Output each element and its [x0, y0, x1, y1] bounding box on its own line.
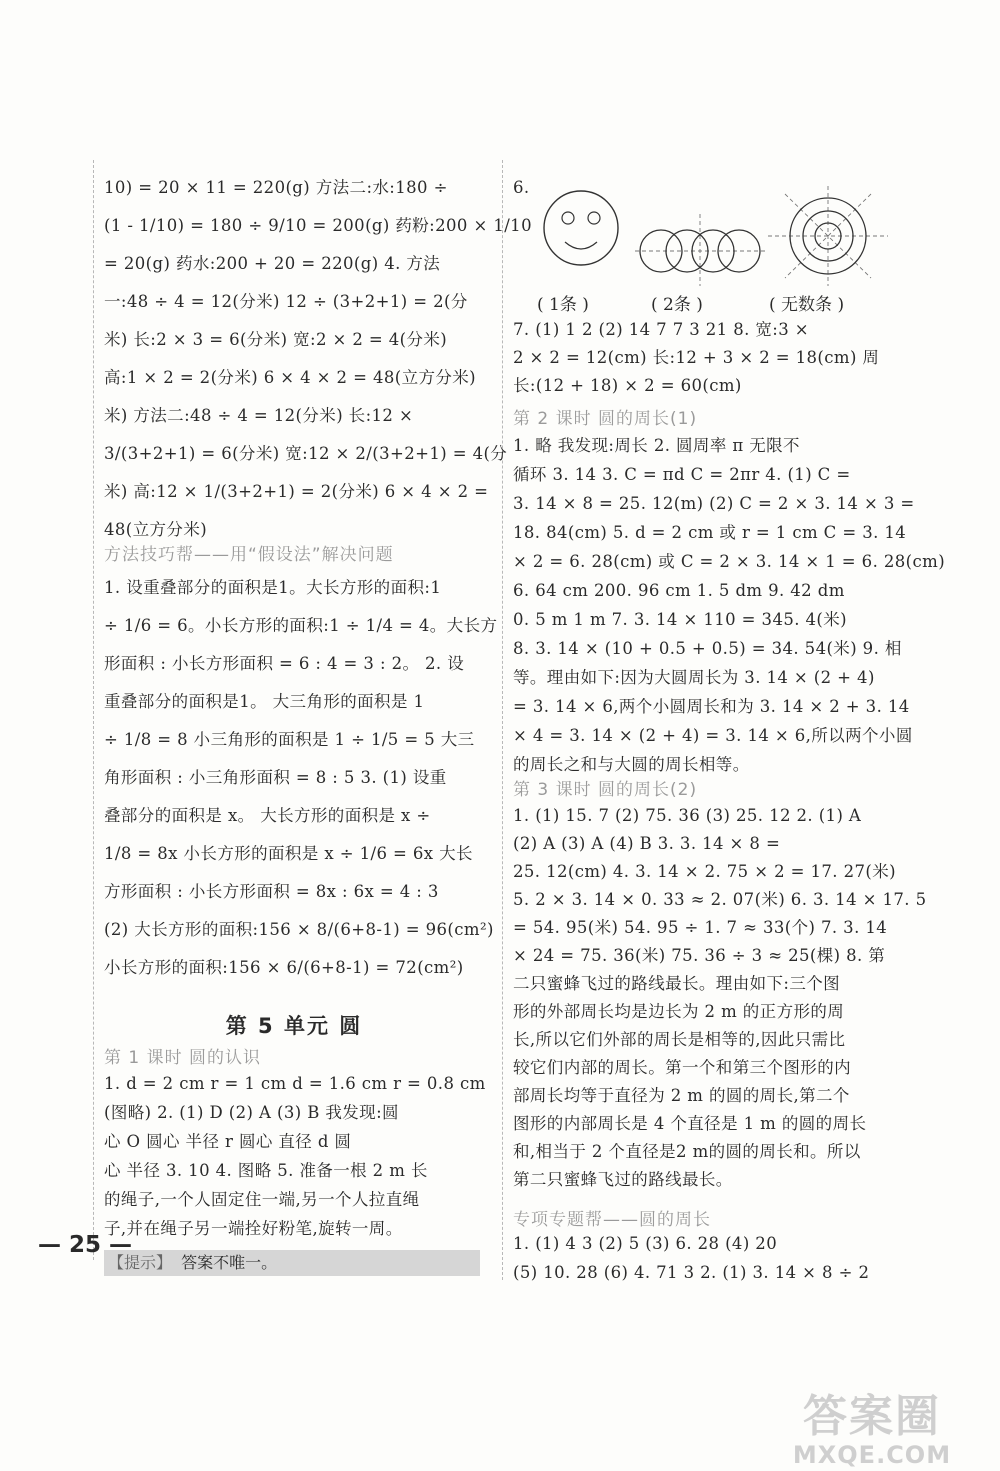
watermark-site: MXQE.COM: [792, 1441, 952, 1469]
lesson3-line: 长,所以它们外部的周长是相等的,因此只需比: [513, 1030, 846, 1049]
circle-figures: [513, 186, 893, 286]
special-line: (5) 10. 28 (6) 4. 71 3 2. (1) 3. 14 × 8 ÷ 2: [513, 1263, 870, 1282]
lesson3-line: 部周长均等于直径为 2 m 的圆的周长,第二个: [513, 1086, 850, 1105]
text-line: 米) 长:2 × 3 = 6(分米) 宽:2 × 2 = 4(分米): [104, 330, 448, 349]
text-line: 长:(12 + 18) × 2 = 60(cm): [513, 376, 742, 395]
caption-infinite-lines: ( 无数条 ): [769, 295, 845, 315]
watermark-text: 答案圈: [803, 1391, 941, 1442]
method-line: ÷ 1/6 = 6。小长方形的面积:1 ÷ 1/4 = 4。大长方: [104, 616, 498, 635]
lesson3-line: = 54. 95(米) 54. 95 ÷ 1. 7 ≈ 33(个) 7. 3. 14: [513, 918, 888, 937]
lesson3-line: 第二只蜜蜂飞过的路线最长。: [513, 1170, 733, 1189]
page-number: — 25 —: [38, 1232, 133, 1258]
text-line: 2 × 2 = 12(cm) 长:12 + 3 × 2 = 18(cm) 周: [513, 348, 880, 367]
lesson2-line: × 4 = 3. 14 × (2 + 4) = 3. 14 × 6,所以两个小圆: [513, 726, 913, 745]
lesson3-line: 较它们内部的周长。第一个和第三个图形的内: [513, 1058, 851, 1077]
method-line: 小长方形的面积:156 × 6/(6+8-1) = 72(cm²): [104, 958, 464, 977]
text-line: 48(立方分米): [104, 520, 208, 539]
method-section-title: 方法技巧帮——用“假设法”解决问题: [104, 545, 394, 565]
smiley-face-figure: [544, 191, 618, 265]
text-line: 米) 方法二:48 ÷ 4 = 12(分米) 长:12 ×: [104, 406, 414, 425]
method-line: 角形面积 : 小三角形面积 = 8 : 5 3. (1) 设重: [104, 768, 447, 787]
lesson2-line: 0. 5 m 1 m 7. 3. 14 × 110 = 345. 4(米): [513, 610, 848, 629]
lesson3-line: 二只蜜蜂飞过的路线最长。理由如下:三个图: [513, 974, 841, 993]
lesson2-line: = 3. 14 × 6,两个小圆周长和为 3. 14 × 2 + 3. 14: [513, 697, 910, 716]
text-line: = 20(g) 药水:200 + 20 = 220(g) 4. 方法: [104, 254, 441, 273]
lesson3-line: 5. 2 × 3. 14 × 0. 33 ≈ 2. 07(米) 6. 3. 14 × 17. 5: [513, 890, 927, 909]
lesson2-line: 1. 略 我发现:周长 2. 圆周率 π 无限不: [513, 436, 800, 455]
lesson3-line: 图形的内部周长是 4 个直径是 1 m 的圆的周长: [513, 1114, 867, 1133]
method-line: 重叠部分的面积是1。 大三角形的面积是 1: [104, 692, 425, 711]
lesson2-line: 18. 84(cm) 5. d = 2 cm 或 r = 1 cm C = 3. 14: [513, 523, 907, 542]
lesson1-title: 第 1 课时 圆的认识: [104, 1048, 262, 1068]
unit-title: 第 5 单元 圆: [225, 1014, 363, 1038]
method-line: ÷ 1/8 = 8 小三角形的面积是 1 ÷ 1/5 = 5 大三: [104, 730, 475, 749]
lesson3-line: 形的外部周长均是边长为 2 m 的正方形的周: [513, 1002, 845, 1021]
lesson1-line: 心 O 圆心 半径 r 圆心 直径 d 圆: [104, 1132, 352, 1151]
method-line: 方形面积 : 小长方形面积 = 8x : 6x = 4 : 3: [104, 882, 439, 901]
text-line: 10) = 20 × 11 = 220(g) 方法二:水:180 ÷: [104, 178, 448, 197]
four-rings-figure: [635, 214, 765, 286]
lesson3-line: (2) A (3) A (4) B 3. 3. 14 × 8 =: [513, 834, 781, 853]
lesson3-line: × 24 = 75. 36(米) 75. 36 ÷ 3 ≈ 25(棵) 8. 第: [513, 946, 886, 965]
text-line: 高:1 × 2 = 2(分米) 6 × 4 × 2 = 48(立方分米): [104, 368, 477, 387]
lesson3-line: 和,相当于 2 个直径是2 m的圆的周长和。所以: [513, 1142, 861, 1161]
caption-two-lines: ( 2条 ): [651, 295, 703, 315]
hint-label: 【提示】: [108, 1253, 173, 1272]
concentric-circles-figure: [768, 186, 888, 286]
text-line: 7. (1) 1 2 (2) 14 7 7 3 21 8. 宽:3 ×: [513, 320, 810, 339]
lesson2-line: 的周长之和与大圆的周长相等。: [513, 755, 750, 774]
method-line: 1. 设重叠部分的面积是1。大长方形的面积:1: [104, 578, 442, 597]
column-divider-right: [502, 160, 503, 1280]
special-section-title: 专项专题帮——圆的周长: [513, 1210, 711, 1230]
lesson2-line: 8. 3. 14 × (10 + 0.5 + 0.5) = 34. 54(米) 9. 相: [513, 639, 902, 658]
lesson3-title: 第 3 课时 圆的周长(2): [513, 780, 698, 800]
text-line: 3/(3+2+1) = 6(分米) 宽:12 × 2/(3+2+1) = 4(分: [104, 444, 508, 463]
lesson3-line: 25. 12(cm) 4. 3. 14 × 2. 75 × 2 = 17. 27(米): [513, 862, 896, 881]
lesson2-line: 6. 64 cm 200. 96 cm 1. 5 dm 9. 42 dm: [513, 581, 845, 600]
lesson2-line: 等。理由如下:因为大圆周长为 3. 14 × (2 + 4): [513, 668, 875, 687]
lesson2-title: 第 2 课时 圆的周长(1): [513, 409, 698, 429]
text-line: 米) 高:12 × 1/(3+2+1) = 2(分米) 6 × 4 × 2 =: [104, 482, 489, 501]
caption-one-line: ( 1条 ): [537, 295, 589, 315]
text-line: 一:48 ÷ 4 = 12(分米) 12 ÷ (3+2+1) = 2(分: [104, 292, 468, 311]
lesson1-line: 的绳子,一个人固定住一端,另一个人拉直绳: [104, 1190, 420, 1209]
lesson2-line: 3. 14 × 8 = 25. 12(m) (2) C = 2 × 3. 14 × 3 =: [513, 494, 915, 513]
method-line: 1/8 = 8x 小长方形的面积是 x ÷ 1/6 = 6x 大长: [104, 844, 473, 863]
hint-text: 答案不唯一。: [181, 1253, 278, 1272]
method-line: 叠部分的面积是 x。 大长方形的面积是 x ÷: [104, 806, 431, 825]
special-line: 1. (1) 4 3 (2) 5 (3) 6. 28 (4) 20: [513, 1234, 778, 1253]
method-line: (2) 大长方形的面积:156 × 8/(6+8-1) = 96(cm²): [104, 920, 494, 939]
lesson2-line: 循环 3. 14 3. C = πd C = 2πr 4. (1) C =: [513, 465, 851, 484]
lesson1-line: 子,并在绳子另一端拴好粉笔,旋转一周。: [104, 1219, 403, 1238]
text-line: (1 - 1/10) = 180 ÷ 9/10 = 200(g) 药粉:200 × 1/10: [104, 216, 532, 235]
lesson1-line: 1. d = 2 cm r = 1 cm d = 1.6 cm r = 0.8 cm: [104, 1074, 486, 1093]
method-line: 形面积 : 小长方形面积 = 6 : 4 = 3 : 2。 2. 设: [104, 654, 465, 673]
lesson3-line: 1. (1) 15. 7 (2) 75. 36 (3) 25. 12 2. (1) A: [513, 806, 862, 825]
watermark-logo: [750, 1392, 994, 1468]
q6-label: 6.: [513, 178, 530, 197]
lesson1-line: 心 半径 3. 10 4. 图略 5. 准备一根 2 m 长: [104, 1161, 428, 1180]
column-divider-left: [93, 160, 94, 1260]
lesson2-line: × 2 = 6. 28(cm) 或 C = 2 × 3. 14 × 1 = 6. 28(cm): [513, 552, 946, 571]
lesson1-line: (图略) 2. (1) D (2) A (3) B 我发现:圆: [104, 1103, 399, 1122]
hint-bar: [104, 1250, 480, 1276]
